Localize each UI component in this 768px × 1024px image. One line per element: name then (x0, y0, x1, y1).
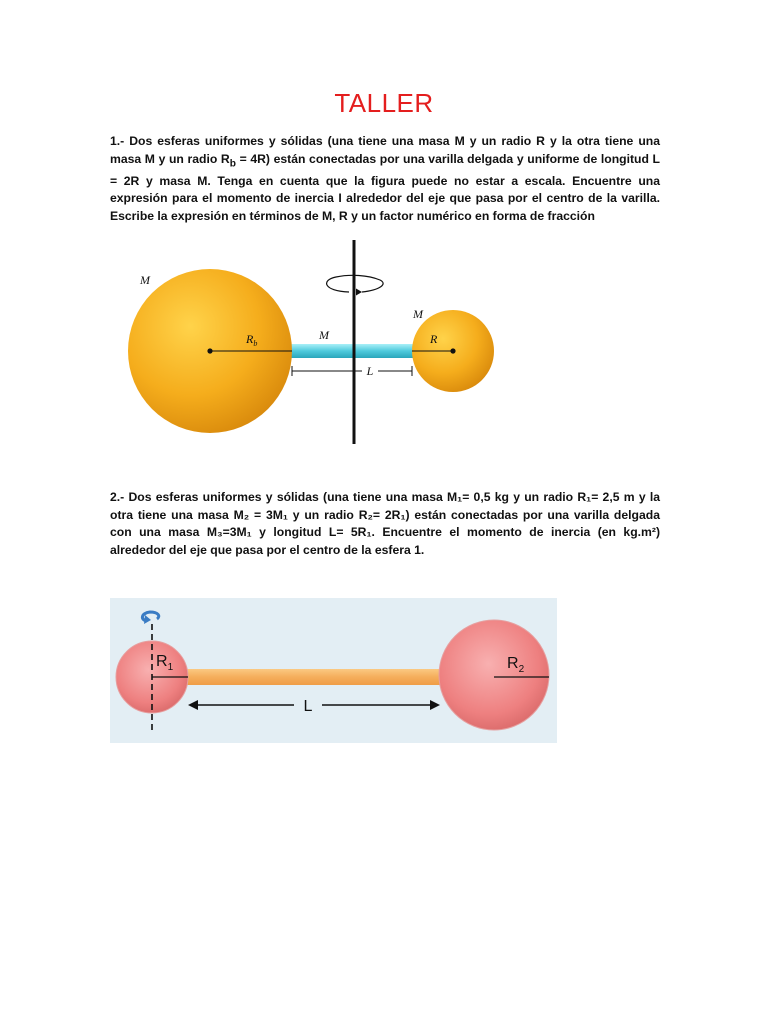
rod-mass-label: M (319, 328, 329, 342)
big-radius-label-main: R (246, 332, 254, 346)
problem-1-subscript: b (229, 158, 236, 170)
big-radius-label-sub: b (253, 339, 258, 348)
length-label: L (366, 364, 374, 378)
rod-2 (182, 669, 444, 685)
small-radius-label: R (430, 332, 438, 346)
small-mass-label: M (413, 307, 423, 321)
problem-1-text-end: = 4R) están conectadas por una varilla delgada y uniforme de longitud L = 2R y masa M. Tenga en cuenta que la figura puede no estar a escala. Encuentre una expresión para el momento de inercia I alrededor del eje que pasa por el centro de la varilla. Escribe la expresión en términos de M, R y un factor numérico en forma de fracción (110, 151, 660, 223)
small-center-dot (450, 348, 455, 353)
problem-2-text: 2.- Dos esferas uniformes y sólidas (una tiene una masa M₁= 0,5 kg y un radio R₁= 2,5 m y la otra tiene una masa M₂ = 3M₁ y un radio R₂= 2R₁) están conectadas por una varilla delgada con una masa M₃=3M₁ y longitud L= 5R₁. Encuentre el momento de inercia (en kg.m²) alrededor del eje que pasa por el centro de la esfera 1. (110, 490, 660, 557)
r2-label-sub: 2 (518, 664, 525, 675)
rod (290, 344, 414, 358)
r1-label-main: R (156, 653, 168, 670)
problem-1-text (110, 133, 660, 225)
problem-1-text-start: 1.- Dos esferas uniformes y sólidas (una tiene una masa M y un radio R y la otra tiene una masa M y un radio R (110, 134, 660, 166)
figure-1-spheres-rod (118, 234, 502, 446)
page-title: TALLER (334, 88, 434, 118)
rotation-arrowhead-icon (356, 289, 362, 296)
big-mass-label: M (140, 273, 150, 287)
sphere-2 (439, 620, 549, 730)
r1-label-sub: 1 (167, 662, 174, 673)
length-label-2: L (303, 698, 313, 715)
figure-2-spheres-rod (110, 598, 557, 743)
big-center-dot (207, 348, 212, 353)
r2-label-main: R (507, 655, 519, 672)
